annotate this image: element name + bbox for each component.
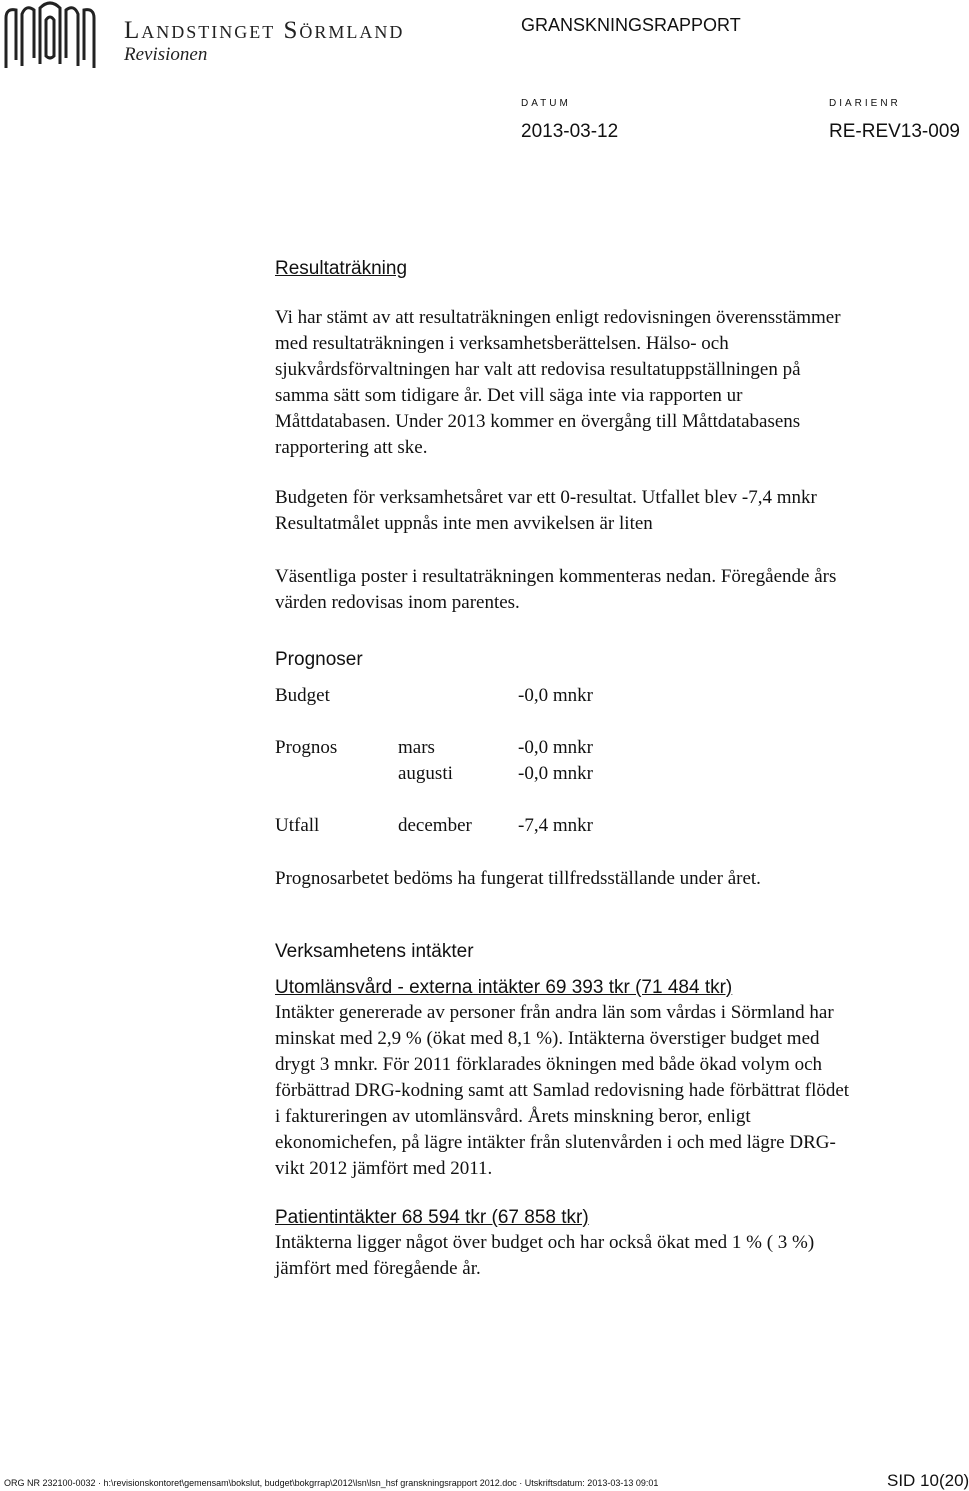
forecast-row-value: -0,0 mnkr (518, 763, 593, 784)
forecast-row-value: -7,4 mnkr (518, 815, 593, 836)
diary-number-value: RE-REV13-009 (829, 121, 960, 142)
document-type: GRANSKNINGSRAPPORT (521, 15, 741, 35)
forecast-row-period: augusti (398, 763, 453, 784)
crown-tulip-logo-icon (0, 0, 118, 72)
forecast-row-label: Budget (275, 685, 330, 706)
paragraph-significant-items: Väsentliga poster i resultaträkningen kommenteras nedan. Föregående års värden redovisas inom parentes. (275, 566, 837, 613)
section-heading-resultatrakning: Resultaträkning (275, 258, 408, 279)
subheading-utomlansvard: Utomlänsvård - externa intäkter 69 393 tkr (71 484 tkr) (275, 977, 733, 998)
org-subtitle: Revisionen (124, 44, 208, 65)
subheading-patientintakter: Patientintäkter 68 594 tkr (67 858 tkr) (275, 1207, 589, 1228)
paragraph-patientintakter: Intäkterna ligger något över budget och har också ökat med 1 % ( 3 %) jämfört med föregående år. (275, 1232, 815, 1279)
section-heading-prognoser: Prognoser (275, 649, 363, 670)
diary-number-label: DIARIENR (829, 98, 901, 109)
date-value: 2013-03-12 (521, 121, 619, 142)
forecast-row-period: mars (398, 737, 435, 758)
paragraph-reconciliation: Vi har stämt av att resultaträkningen enligt redovisningen överensstämmer med resultaträkningen i verksamhetsberättelsen. Hälso- och sjukvårdsförvaltningen har valt att redovisa resultatuppställningen på samma sätt som tidigare år. Det vill säga inte via rapporten ur Måttdatabasen. Under 2013 kommer en övergång till Måttdatabasens rapportering att ske. (275, 307, 841, 458)
forecast-row-period: december (398, 815, 472, 836)
forecast-row-label: Utfall (275, 815, 320, 836)
paragraph-forecast-conclusion: Prognosarbetet bedöms ha fungerat tillfredsställande under året. (275, 868, 761, 889)
forecast-row-value: -0,0 mnkr (518, 737, 593, 758)
section-heading-intakter: Verksamhetens intäkter (275, 941, 474, 962)
date-label: DATUM (521, 98, 571, 109)
footer-file-info: ORG NR 232100-0032 · h:\revisionskontoret\gemensam\bokslut, budget\bokgrrap\2012\lsn\lsn_hsf granskningsrapport 2012.doc · Utskriftsdatum: 2013-03-13 09:01 (4, 1478, 659, 1488)
forecast-row-label: Prognos (275, 737, 338, 758)
paragraph-budget-outcome: Budgeten för verksamhetsåret var ett 0-resultat. Utfallet blev -7,4 mnkr Resultatmålet uppnås inte men avvikelsen är liten (275, 487, 817, 534)
footer-page-number: SID 10(20) (887, 1471, 969, 1490)
forecast-row-value: -0,0 mnkr (518, 685, 593, 706)
org-name: Landstinget Sörmland (124, 17, 405, 44)
paragraph-utomlansvard: Intäkter genererade av personer från andra län som vårdas i Sörmland har minskat med 2,9 % (ökat med 8,1 %). Intäkterna överstiger budget med drygt 3 mnkr. För 2011 förklarades ökningen med både ökad volym och förbättrad DRG-kodning samt att Samlad redovisning hade förbättrat flödet i faktureringen av utomlänsvård. Årets minskning beror, enligt ekonomichefen, på lägre intäkter från slutenvården i och med lägre DRG- vikt 2012 jämfört med 2011. (275, 1002, 850, 1179)
